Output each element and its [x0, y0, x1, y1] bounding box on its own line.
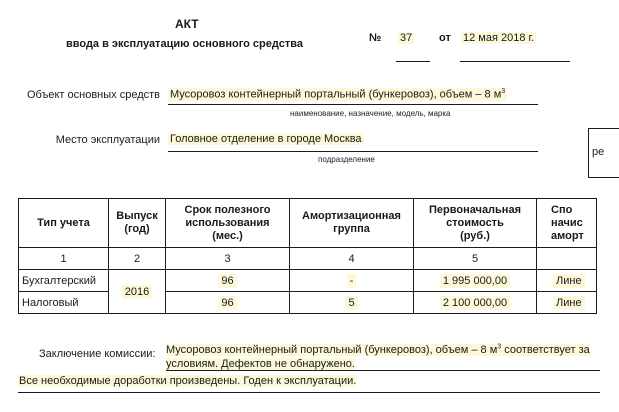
conclusion-underline-2 [18, 392, 600, 393]
group-cell[interactable] [290, 292, 414, 314]
cost-value: 2 100 000,00 [440, 296, 510, 310]
location-label: Место эксплуатации [55, 134, 160, 146]
conclusion-line-2: условиям. Дефектов не обнаружено. [166, 357, 355, 370]
group-cell[interactable] [290, 270, 414, 292]
document-title: АКТ [175, 17, 199, 31]
conclusion-line-1-rest: соответствует за [501, 343, 590, 356]
conclusion-line-1-text: Мусоровоз контейнерный портальный (бункеровоз), объем – 8 м [166, 343, 498, 356]
group-value: 5 [345, 296, 357, 310]
asset-caption: наименование, назначение, модель, марка [290, 109, 451, 118]
cost-cell[interactable] [414, 292, 537, 314]
useful-life-value: 96 [218, 296, 236, 310]
conclusion-underline-1 [166, 370, 600, 371]
release-year-value: 2016 [122, 285, 152, 299]
header-depreciation-method [537, 199, 597, 248]
column-number: 3 [166, 248, 290, 270]
asset-value-sup: 3 [501, 88, 506, 95]
header-depreciation-method-text: Спо начис аморт [551, 203, 584, 242]
header-release-year [109, 199, 166, 248]
method-cell[interactable] [537, 270, 597, 292]
document-number-field[interactable]: 37 [400, 32, 413, 44]
location-caption: подразделение [318, 155, 375, 164]
column-number: 4 [290, 248, 414, 270]
row-type: Налоговый [19, 292, 109, 314]
asset-value: Мусоровоз контейнерный портальный (бункеровоз), объем – 8 м [170, 88, 502, 101]
asset-label: Объект основных средств [27, 89, 160, 101]
conclusion-line-3[interactable]: Все необходимые доработки произведены. Годен к эксплуатации. [19, 375, 357, 387]
useful-life-value: 96 [218, 274, 236, 288]
number-label: № [369, 32, 382, 44]
method-value: Лине [553, 274, 585, 288]
conclusion-line-1 [166, 344, 590, 356]
header-initial-cost [414, 199, 537, 248]
column-number [537, 248, 597, 270]
asset-field[interactable] [168, 88, 507, 101]
date-label: от [439, 32, 451, 44]
method-value: Лине [553, 296, 585, 310]
column-number: 1 [19, 248, 109, 270]
conclusion-field[interactable] [166, 340, 590, 371]
column-number: 2 [109, 248, 166, 270]
asset-table [18, 198, 597, 314]
cost-value: 1 995 000,00 [440, 274, 510, 288]
header-depreciation-group [290, 199, 414, 248]
table-row [19, 292, 597, 314]
header-accounting-type: Тип учета [19, 199, 109, 248]
conclusion-label: Заключение комиссии: [39, 348, 156, 360]
conclusion-line-1-sup: 3 [497, 343, 502, 350]
side-box-text: ре [592, 146, 605, 158]
cost-cell[interactable] [414, 270, 537, 292]
useful-life-cell[interactable] [166, 292, 290, 314]
header-useful-life [166, 199, 290, 248]
header-release-year-text: Выпуск (год) [116, 210, 158, 235]
side-box [588, 128, 619, 178]
header-useful-life-text: Срок полезного использования (мес.) [184, 203, 271, 242]
header-initial-cost-text: Первоначальная стоимость (руб.) [428, 203, 521, 242]
location-field[interactable]: Головное отделение в городе Москва [170, 133, 362, 145]
document-subtitle: ввода в эксплуатацию основного средства [66, 38, 303, 50]
useful-life-cell[interactable] [166, 270, 290, 292]
table-header-row [19, 199, 597, 248]
document-date-field[interactable]: 12 мая 2018 г. [463, 32, 535, 44]
location-underline [168, 151, 538, 152]
group-value: - [347, 274, 357, 288]
asset-underline [168, 104, 538, 105]
method-cell[interactable] [537, 292, 597, 314]
date-underline [460, 61, 570, 62]
release-year-cell[interactable] [109, 270, 166, 314]
column-numbers-row [19, 248, 597, 270]
header-depreciation-group-text: Амортизационная группа [302, 210, 401, 235]
number-underline [396, 61, 430, 62]
table-row [19, 270, 597, 292]
column-number: 5 [414, 248, 537, 270]
row-type: Бухгалтерский [19, 270, 109, 292]
